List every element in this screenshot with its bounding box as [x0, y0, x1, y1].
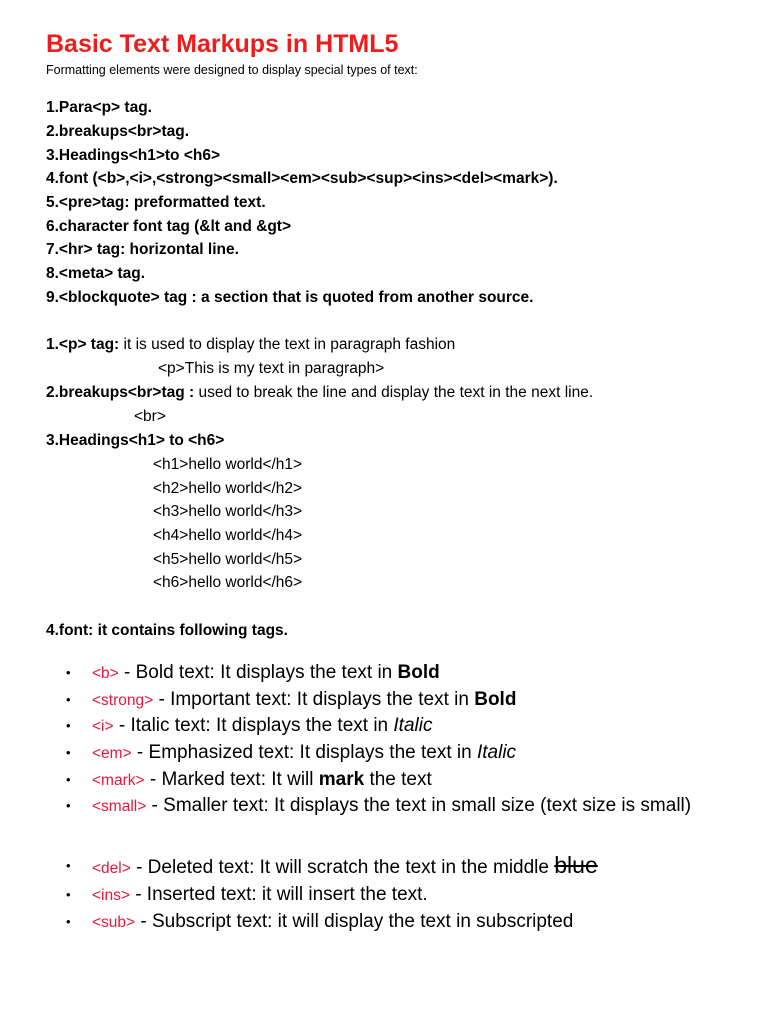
item-text: - Inserted text: it will insert the text.	[129, 884, 428, 905]
bullet-dot: •	[66, 665, 71, 680]
bullet-dot: •	[66, 858, 71, 873]
br-section-example: <br>	[134, 408, 166, 425]
font-section-heading: 4.font: it contains following tags.	[46, 622, 288, 639]
item-emphasis: Bold	[474, 689, 517, 710]
p-section-example: <p>This is my text in paragraph>	[158, 360, 385, 377]
item-emphasis: mark	[318, 769, 365, 790]
heading-example-h4: <h4>hello world</h4>	[153, 527, 303, 544]
page-subtitle: Formatting elements were designed to display special types of text:	[46, 63, 418, 77]
tag-name: <b>	[92, 665, 119, 682]
page-title: Basic Text Markups in HTML5	[46, 30, 399, 58]
item-text: - Deleted text: It will scratch the text in the middle	[130, 857, 555, 878]
tag-name: <small>	[92, 798, 147, 815]
toc-item-blockquote: 9.<blockquote> tag : a section that is quoted from another source.	[46, 289, 534, 306]
item-emphasis: Bold	[397, 662, 440, 683]
bullet-dot: •	[66, 772, 71, 787]
toc-item-headings: 3.Headings<h1>to <h6>	[46, 147, 221, 164]
heading-example-h1: <h1>hello world</h1>	[153, 456, 303, 473]
item-text: - Italic text: It displays the text in	[113, 715, 394, 736]
heading-example-h3: <h3>hello world</h3>	[153, 503, 303, 520]
p-section-line	[46, 333, 455, 356]
bullet-dot: •	[66, 745, 71, 760]
toc-item-character: 6.character font tag (&lt and &gt>	[46, 218, 292, 235]
tag-name: <ins>	[92, 887, 130, 904]
tag-name: <del>	[92, 860, 131, 877]
item-emphasis: Italic	[476, 742, 517, 763]
heading-example-h2: <h2>hello world</h2>	[153, 480, 303, 497]
toc-item-pre: 5.<pre>tag: preformatted text.	[46, 194, 266, 211]
tag-name: <em>	[92, 745, 132, 762]
item-text: - Marked text: It will	[144, 769, 319, 790]
bullet-dot: •	[66, 798, 71, 813]
bullet-dot: •	[66, 887, 71, 902]
heading-example-h5: <h5>hello world</h5>	[153, 551, 303, 568]
item-text: - Important text: It displays the text in	[153, 689, 475, 710]
tag-name: <sub>	[92, 914, 136, 931]
item-text: - Emphasized text: It displays the text in	[131, 742, 477, 763]
toc-item-para: 1.Para<p> tag.	[46, 99, 152, 116]
toc-item-hr: 7.<hr> tag: horizontal line.	[46, 241, 239, 258]
toc-item-breakups: 2.breakups<br>tag.	[46, 123, 190, 140]
item-emphasis-deleted: blue	[554, 852, 598, 878]
toc-item-font: 4.font (<b>,<i>,<strong><small><em><sub><sup><ins><del><mark>).	[46, 170, 558, 187]
br-section-heading: 2.breakups<br>tag :	[46, 384, 195, 401]
bullet-dot: •	[66, 718, 71, 733]
tag-name: <strong>	[92, 692, 154, 709]
br-section-line	[46, 381, 593, 404]
item-text: - Subscript text: it will display the text in subscripted	[135, 911, 574, 932]
toc-item-meta: 8.<meta> tag.	[46, 265, 146, 282]
tag-name: <mark>	[92, 772, 145, 789]
item-emphasis: Italic	[393, 715, 433, 736]
item-text: - Smaller text: It displays the text in small size (text size is small)	[146, 795, 692, 816]
bullet-dot: •	[66, 692, 71, 707]
p-section-desc: it is used to display the text in paragraph fashion	[119, 336, 456, 353]
tag-name: <i>	[92, 718, 114, 735]
p-section-heading: 1.<p> tag:	[46, 336, 120, 353]
bullet-dot: •	[66, 914, 71, 929]
item-text: - Bold text: It displays the text in	[118, 662, 398, 683]
item-text-post: the text	[364, 769, 432, 790]
headings-section-heading: 3.Headings<h1> to <h6>	[46, 432, 225, 449]
heading-example-h6: <h6>hello world</h6>	[153, 574, 303, 591]
br-section-desc: used to break the line and display the text in the next line.	[194, 384, 594, 401]
